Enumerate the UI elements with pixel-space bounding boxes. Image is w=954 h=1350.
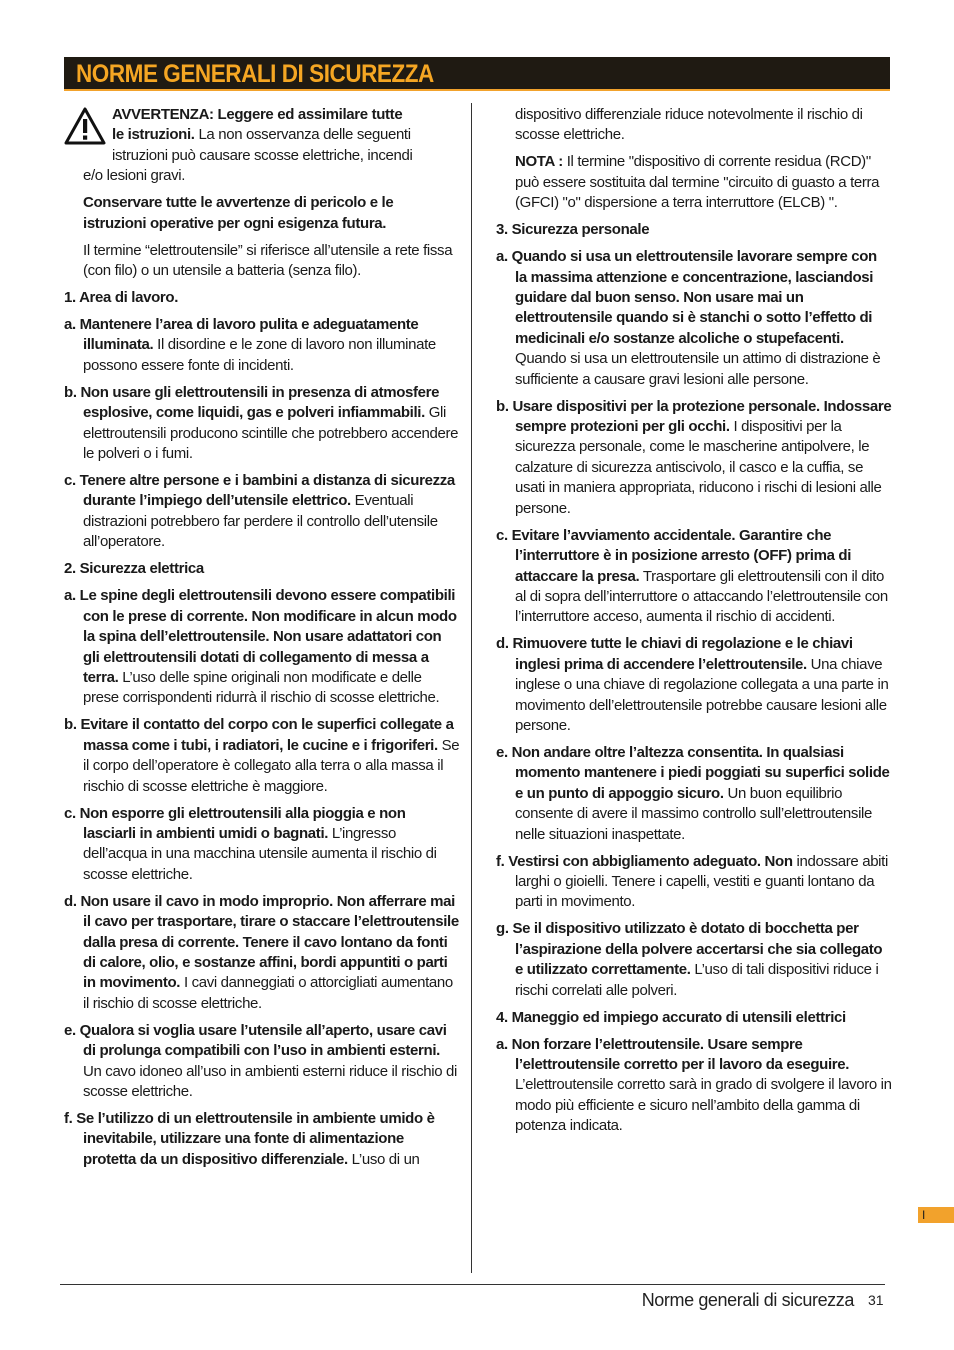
section-heading: 1. Area di lavoro. xyxy=(64,289,179,307)
warning-heading-2: le istruzioni. xyxy=(112,126,195,144)
header-bar xyxy=(64,57,890,91)
list-item: f. Vestirsi con abbigliamento adeguato. Non indossare abiti larghi o gioielli. Tenere i capelli, vestiti e guanti lontano da parti in movimento. xyxy=(496,852,888,911)
list-item: a. Quando si usa un elettroutensile lavorare sempre con la massima attenzione e concentrazione, lasciandosi guidare dal buon senso. Non usare mai un elettroutensile quando si è stanchi o sotto l’effetto di medicinali e/o sostanze alcoliche o stupefacenti. Quando si usa un elettroutensile un attimo di distrazione è sufficiente a causare gravi lesioni alle persone. xyxy=(496,248,881,388)
footer-divider xyxy=(60,1284,885,1285)
list-item: g. Se il dispositivo utilizzato è dotato di bocchetta per l’aspirazione della polvere accertarsi che sia collegato e utilizzato correttamente. L’uso di tali dispositivi riduce i rischi correlati alle polveri. xyxy=(496,920,883,999)
list-item: a. Mantenere l’area di lavoro pulita e adeguatamente illuminata. Il disordine e le zone di lavoro non illuminate possono essere fonte di incidenti. xyxy=(64,316,436,374)
section-heading: 2. Sicurezza elettrica xyxy=(64,560,204,578)
section-heading: 3. Sicurezza personale xyxy=(496,221,650,239)
warning-text: La non osservanza delle seguenti istruzioni può causare scosse elettriche, incendi xyxy=(112,126,413,164)
note: NOTA : Il termine "dispositivo di corrente residua (RCD)" può essere sostituita dal termine "circuito di guasto a terra (GFCI) "o" dispersione a terra interruttore (ELCB) ". xyxy=(515,153,880,212)
language-tab xyxy=(918,1207,954,1223)
list-item: a. Non forzare l’elettroutensile. Usare sempre l’elettroutensile corretto per il lavoro da eseguire. L’elettroutensile corretto sarà in grado di svolgere il lavoro in modo più efficiente e sicuro nell’ambito della gamma di potenza indicata. xyxy=(496,1035,892,1135)
list-item: d. Rimuovere tutte le chiavi di regolazione e le chiavi inglesi prima di accendere l’elettroutensile. Una chiave inglese o una chiave di regolazione collegata a una parte in movimento dell’elettroutensile potrebbe causare lesioni alle persone. xyxy=(496,635,889,734)
warning-text-tail: e/o lesioni gravi. xyxy=(83,167,186,185)
list-item: c. Non esporre gli elettroutensili alla pioggia e non lasciarli in ambienti umidi o bagnati. L’ingresso dell’acqua in una macchina utensile aumenta il rischio di scosse elettriche. xyxy=(64,804,437,883)
warning-heading: AVVERTENZA: Leggere ed assimilare tutte xyxy=(112,106,403,123)
list-item: b. Usare dispositivi per la protezione personale. Indossare sempre protezioni per gli occhi. I dispositivi per la sicurezza personale, come le mascherine antipolvere, le calzature di sicurezza antiscivolo, il casco e la cuffia, se usati in maniera appropriata, riducono i rischi di lesioni alle persone. xyxy=(496,397,892,517)
warning-triangle-icon xyxy=(64,107,106,145)
list-item: a. Le spine degli elettroutensili devono essere compatibili con le prese di corrente. Non modificare in alcun modo la spina dell’elettroutensile. Non usare adattatori con gli elettroutensili dotati di collegamento di messa a terra. L’uso delle spine originali non modificate e delle prese corrispondenti ridurrà il rischio di scosse elettriche. xyxy=(64,587,457,707)
warning-block xyxy=(64,105,460,166)
list-item: f. Se l’utilizzo di un elettroutensile in ambiente umido è inevitabile, utilizzare una fonte di alimentazione protetta da un dispositivo differenziale. L’uso di un xyxy=(64,1110,435,1168)
footer-section-title: Norme generali di sicurezza xyxy=(641,1290,854,1310)
term-definition: Il termine “elettroutensile” si riferisce all’utensile a rete fissa (con filo) o un utensile a batteria (senza filo). xyxy=(83,241,453,280)
list-item-continuation: dispositivo differenziale riduce notevolmente il rischio di scosse elettriche. xyxy=(515,106,863,144)
language-tab-label: I xyxy=(922,1208,926,1222)
left-column xyxy=(64,105,460,1177)
page-number: 31 xyxy=(868,1292,884,1308)
section-heading: 4. Maneggio ed impiego accurato di utensili elettrici xyxy=(496,1008,846,1026)
list-item: b. Non usare gli elettroutensili in presenza di atmosfere esplosive, come liquidi, gas e polveri infiammabili. Gli elettroutensili producono scintille che potrebbero accendere le polveri o i fumi. xyxy=(64,383,459,463)
list-item: c. Tenere altre persone e i bambini a distanza di sicurezza durante l’impiego dell’utensile elettrico. Eventuali distrazioni potrebbero far perdere il controllo dell’utensile all’operatore. xyxy=(64,472,455,551)
list-item: e. Qualora si voglia usare l’utensile all’aperto, usare cavi di prolunga compatibili con l’uso in ambienti esterni. Un cavo idoneo all’uso in ambienti esterni riduce il rischio di scosse elettriche. xyxy=(64,1021,457,1100)
list-item: e. Non andare oltre l’altezza consentita. In qualsiasi momento mantenere i piedi poggiati su superfici solide e un punto di appoggio sicuro. Un buon equilibrio consente di avere il massimo controllo sull’elettroutensile nelle situazioni inaspettate. xyxy=(496,743,890,843)
page-title: NORME GENERALI DI SICUREZZA xyxy=(76,60,434,88)
right-column xyxy=(496,105,892,1143)
column-divider xyxy=(471,103,472,1273)
list-item: c. Evitare l’avviamento accidentale. Garantire che l’interruttore è in posizione arresto (OFF) prima di attaccare la presa. Trasportare gli elettroutensili con il dito al di sopra dell’interruttore o attaccando l’elettroutensile con l’interruttore acceso, aumenta il rischio di accidenti. xyxy=(496,526,888,626)
list-item: b. Evitare il contatto del corpo con le superfici collegate a massa come i tubi, i radiatori, le cucine e i frigoriferi. Se il corpo dell’operatore è collegato alla terra o alla massa il rischio di scosse elettriche è maggiore. xyxy=(64,716,460,795)
list-item: d. Non usare il cavo in modo improprio. Non afferrare mai il cavo per trasportare, tirare o staccare l’elettroutensile dalla presa di corrente. Tenere il cavo lontano da fonti di calore, olio, e sostanze affini, bordi appuntiti o parti in movimento. I cavi danneggiati o attorcigliati aumentano il rischio di scosse elettriche. xyxy=(64,892,459,1012)
keep-instructions: Conservare tutte le avvertenze di pericolo e le istruzioni operative per ogni esigenza futura. xyxy=(83,194,394,232)
